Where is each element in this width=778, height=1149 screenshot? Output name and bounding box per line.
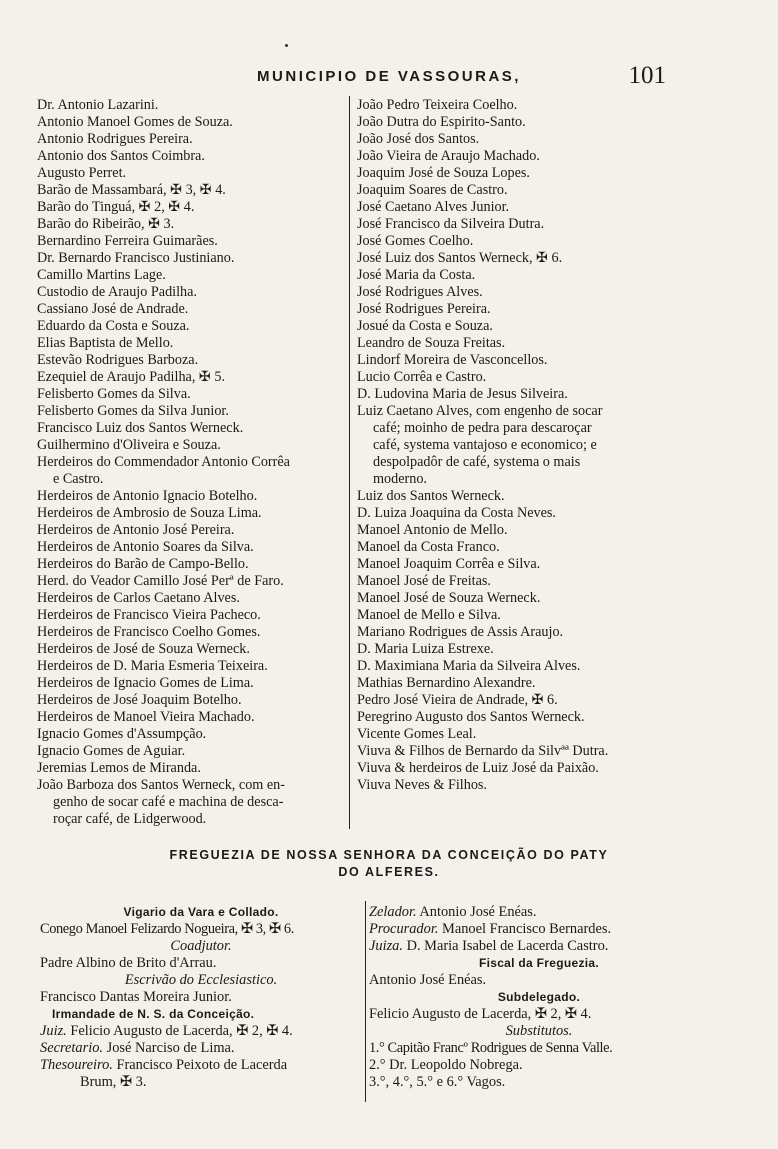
section-column-divider bbox=[365, 901, 366, 1102]
list-item: D. Maria Luiza Estrexe. bbox=[357, 641, 494, 657]
page-title: MUNICIPIO DE VASSOURAS, bbox=[257, 68, 521, 85]
list-item: Ignacio Gomes d'Assumpção. bbox=[37, 726, 207, 742]
list-item: Mathias Bernardino Alexandre. bbox=[357, 675, 536, 691]
list-item: Estevão Rodrigues Barboza. bbox=[37, 352, 199, 368]
list-item: Peregrino Augusto dos Santos Werneck. bbox=[357, 709, 585, 725]
list-item: Luiz Caetano Alves, com engenho de socar bbox=[357, 403, 603, 419]
right-name-column bbox=[357, 97, 675, 794]
list-item: Antonio dos Santos Coimbra. bbox=[37, 148, 205, 164]
list-item: Custodio de Araujo Padilha. bbox=[37, 284, 197, 300]
list-item: Herd. do Veador Camillo José Perª de Faro. bbox=[37, 573, 284, 589]
list-item: Francisco Luiz dos Santos Werneck. bbox=[37, 420, 244, 436]
list-item: Lucio Corrêa e Castro. bbox=[357, 369, 487, 385]
list-item: José Caetano Alves Junior. bbox=[357, 199, 510, 215]
list-item: e Castro. bbox=[53, 471, 104, 487]
fiscal-entry: Antonio José Enéas. bbox=[369, 972, 487, 988]
list-item: café, systema vantajoso e economico; e bbox=[373, 437, 597, 453]
list-item: Dr. Bernardo Francisco Justiniano. bbox=[37, 250, 235, 266]
procurador-entry bbox=[369, 921, 709, 938]
list-item: D. Maximiana Maria da Silveira Alves. bbox=[357, 658, 581, 674]
escrivao-heading: Escrivão do Ecclesiastico. bbox=[124, 972, 278, 988]
list-item: Joaquim José de Souza Lopes. bbox=[357, 165, 530, 181]
vigario-heading: Vigario da Vara e Collado. bbox=[123, 905, 279, 919]
list-item: Jeremias Lemos de Miranda. bbox=[37, 760, 201, 776]
list-item: Herdeiros de José Joaquim Botelho. bbox=[37, 692, 242, 708]
list-item: Viuva & herdeiros de Luiz José da Paixão. bbox=[357, 760, 599, 776]
coadjutor-entry: Padre Albino de Brito d'Arrau. bbox=[40, 955, 217, 971]
list-item: Ignacio Gomes de Aguiar. bbox=[37, 743, 186, 759]
list-item: Cassiano José de Andrade. bbox=[37, 301, 189, 317]
list-item: Vicente Gomes Leal. bbox=[357, 726, 477, 742]
thesoureiro-label: Thesoureiro. bbox=[40, 1057, 113, 1073]
subdelegado-heading: Subdelegado. bbox=[497, 990, 581, 1004]
thesoureiro-continuation: Brum, ✠ 3. bbox=[80, 1074, 147, 1090]
list-item: João Barboza dos Santos Werneck, com en- bbox=[37, 777, 285, 793]
list-item: Manoel da Costa Franco. bbox=[357, 539, 500, 555]
juiza-label: Juiza. bbox=[369, 938, 403, 954]
list-item: Herdeiros de Francisco Coelho Gomes. bbox=[37, 624, 261, 640]
list-item: Ezequiel de Araujo Padilha, ✠ 5. bbox=[37, 369, 225, 385]
list-item: José Luiz dos Santos Werneck, ✠ 6. bbox=[357, 250, 563, 266]
irmandade-heading: Irmandade de N. S. da Conceição. bbox=[52, 1007, 255, 1021]
list-item: Herdeiros de Ambrosio de Souza Lima. bbox=[37, 505, 262, 521]
list-item: Felisberto Gomes da Silva Junior. bbox=[37, 403, 229, 419]
juiz-entry bbox=[40, 1023, 362, 1040]
list-item: Herdeiros de Carlos Caetano Alves. bbox=[37, 590, 240, 606]
list-item: café; moinho de pedra para descaroçar bbox=[373, 420, 592, 436]
list-item: D. Luiza Joaquina da Costa Neves. bbox=[357, 505, 556, 521]
secretario-name: José Narciso de Lima. bbox=[106, 1040, 235, 1056]
list-item: Augusto Perret. bbox=[37, 165, 127, 181]
fiscal-heading: Fiscal da Freguezia. bbox=[478, 956, 600, 970]
list-item: Lindorf Moreira de Vasconcellos. bbox=[357, 352, 548, 368]
list-item: moderno. bbox=[373, 471, 427, 487]
list-item: genho de socar café e machina de desca- bbox=[53, 794, 284, 810]
list-item: Barão do Tinguá, ✠ 2, ✠ 4. bbox=[37, 199, 195, 215]
list-item: Herdeiros do Commendador Antonio Corrêa bbox=[37, 454, 290, 470]
list-item: Guilhermino d'Oliveira e Souza. bbox=[37, 437, 221, 453]
list-item: Barão de Massambará, ✠ 3, ✠ 4. bbox=[37, 182, 226, 198]
zelador-name: Antonio José Enéas. bbox=[419, 904, 537, 920]
list-item: Manoel Joaquim Corrêa e Silva. bbox=[357, 556, 541, 572]
list-item: Dr. Antonio Lazarini. bbox=[37, 97, 159, 113]
list-item: José Gomes Coelho. bbox=[357, 233, 474, 249]
left-name-column bbox=[37, 97, 349, 828]
list-item: Josué da Costa e Souza. bbox=[357, 318, 493, 334]
list-item: Herdeiros de Antonio Soares da Silva. bbox=[37, 539, 254, 555]
list-item: Leandro de Souza Freitas. bbox=[357, 335, 506, 351]
juiza-entry bbox=[369, 938, 709, 955]
list-item: Manoel de Mello e Silva. bbox=[357, 607, 501, 623]
zelador-label: Zelador. bbox=[369, 904, 417, 920]
page-header bbox=[0, 62, 778, 96]
list-item: Antonio Manoel Gomes de Souza. bbox=[37, 114, 233, 130]
list-item: Eduardo da Costa e Souza. bbox=[37, 318, 190, 334]
list-item: Herdeiros de Antonio Ignacio Botelho. bbox=[37, 488, 258, 504]
thesoureiro-entry bbox=[40, 1057, 362, 1074]
juiz-label: Juiz. bbox=[40, 1023, 67, 1039]
section-title-line2: DO ALFERES. bbox=[338, 865, 440, 879]
list-item: Manoel Antonio de Mello. bbox=[357, 522, 508, 538]
list-item: Luiz dos Santos Werneck. bbox=[357, 488, 505, 504]
list-item: Herdeiros de Francisco Vieira Pacheco. bbox=[37, 607, 261, 623]
ink-dot bbox=[285, 44, 288, 47]
coadjutor-heading: Coadjutor. bbox=[170, 938, 232, 954]
list-item: roçar café, de Lidgerwood. bbox=[53, 811, 207, 827]
list-item: Viuva Neves & Filhos. bbox=[357, 777, 487, 793]
list-item: Herdeiros do Barão de Campo-Bello. bbox=[37, 556, 249, 572]
section-left-column bbox=[40, 904, 362, 1091]
list-item: Herdeiros de José de Souza Werneck. bbox=[37, 641, 250, 657]
list-item: D. Ludovina Maria de Jesus Silveira. bbox=[357, 386, 568, 402]
list-item: Elias Baptista de Mello. bbox=[37, 335, 174, 351]
secretario-label: Secretario. bbox=[40, 1040, 104, 1056]
page-number: 101 bbox=[628, 62, 666, 89]
substituto-1: 1.° Capitão Francº Rodrigues de Senna Valle. bbox=[369, 1040, 613, 1056]
substituto-2: 2.° Dr. Leopoldo Nobrega. bbox=[369, 1057, 523, 1073]
list-item: João Vieira de Araujo Machado. bbox=[357, 148, 540, 164]
list-item: José Maria da Costa. bbox=[357, 267, 476, 283]
list-item: Viuva & Filhos de Bernardo da Silvªª Dutra. bbox=[357, 743, 609, 759]
list-item: Antonio Rodrigues Pereira. bbox=[37, 131, 193, 147]
thesoureiro-name: Francisco Peixoto de Lacerda bbox=[116, 1057, 288, 1073]
list-item: Pedro José Vieira de Andrade, ✠ 6. bbox=[357, 692, 558, 708]
list-item: Manoel José de Souza Werneck. bbox=[357, 590, 541, 606]
procurador-label: Procurador. bbox=[369, 921, 439, 937]
list-item: Camillo Martins Lage. bbox=[37, 267, 166, 283]
section-title-line1: FREGUEZIA DE NOSSA SENHORA DA CONCEIÇÃO DO PATY bbox=[169, 848, 609, 862]
list-item: Herdeiros de Manoel Vieira Machado. bbox=[37, 709, 255, 725]
list-item: despolpadôr de café, systema o mais bbox=[373, 454, 581, 470]
juiz-name: Felicio Augusto de Lacerda, ✠ 2, ✠ 4. bbox=[70, 1023, 293, 1039]
list-item: João José dos Santos. bbox=[357, 131, 480, 147]
list-item: João Dutra do Espirito-Santo. bbox=[357, 114, 526, 130]
subdelegado-entry: Felicio Augusto de Lacerda, ✠ 2, ✠ 4. bbox=[369, 1006, 592, 1022]
section-right-column bbox=[369, 904, 709, 1091]
list-item: Felisberto Gomes da Silva. bbox=[37, 386, 191, 402]
list-item: Bernardino Ferreira Guimarães. bbox=[37, 233, 218, 249]
list-item: Herdeiros de Antonio José Pereira. bbox=[37, 522, 235, 538]
list-item: Herdeiros de Ignacio Gomes de Lima. bbox=[37, 675, 254, 691]
list-item: José Rodrigues Alves. bbox=[357, 284, 483, 300]
list-item: José Rodrigues Pereira. bbox=[357, 301, 491, 317]
zelador-entry bbox=[369, 904, 709, 921]
list-item: Joaquim Soares de Castro. bbox=[357, 182, 508, 198]
procurador-name: Manoel Francisco Bernardes. bbox=[442, 921, 612, 937]
secretario-entry bbox=[40, 1040, 362, 1057]
escrivao-entry: Francisco Dantas Moreira Junior. bbox=[40, 989, 232, 1005]
list-item: Barão do Ribeirão, ✠ 3. bbox=[37, 216, 175, 232]
vigario-entry: Conego Manoel Felizardo Nogueira, ✠ 3, ✠ 6. bbox=[40, 921, 294, 937]
list-item: José Francisco da Silveira Dutra. bbox=[357, 216, 545, 232]
list-item: Herdeiros de D. Maria Esmeria Teixeira. bbox=[37, 658, 268, 674]
substitutos-heading: Substitutos. bbox=[505, 1023, 573, 1039]
column-divider bbox=[349, 96, 350, 829]
list-item: Manoel José de Freitas. bbox=[357, 573, 491, 589]
juiza-name: D. Maria Isabel de Lacerda Castro. bbox=[406, 938, 609, 954]
list-item: Mariano Rodrigues de Assis Araujo. bbox=[357, 624, 564, 640]
substituto-3: 3.°, 4.°, 5.° e 6.° Vagos. bbox=[369, 1074, 506, 1090]
list-item: João Pedro Teixeira Coelho. bbox=[357, 97, 518, 113]
